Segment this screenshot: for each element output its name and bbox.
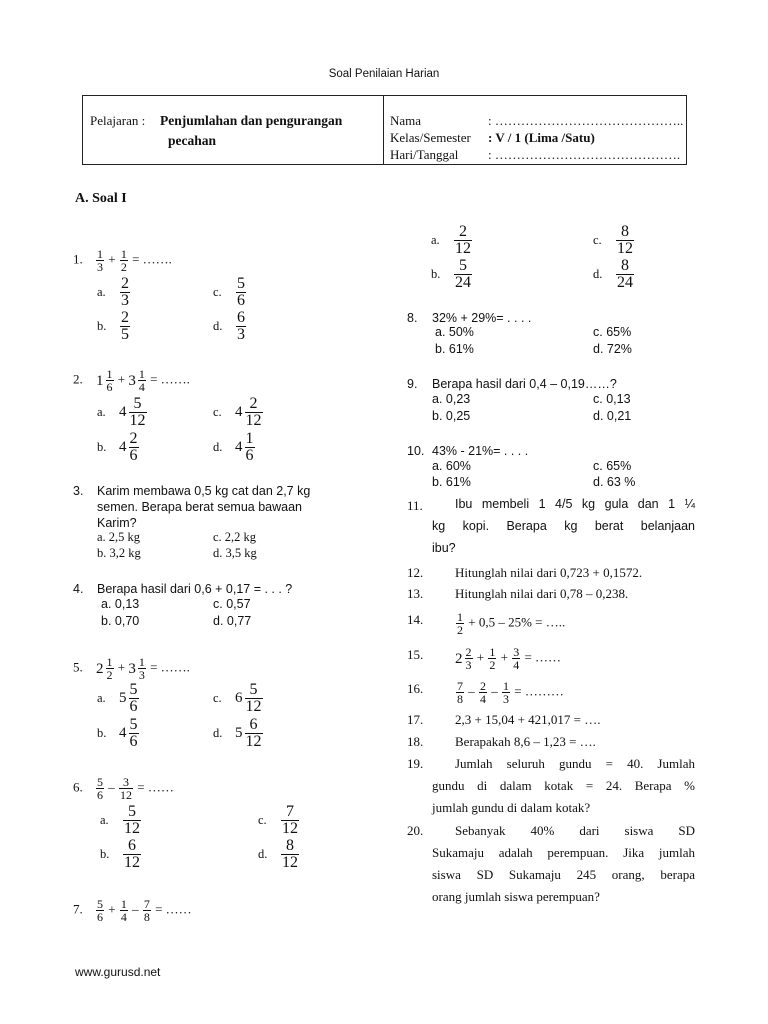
q3-option-b: b. 3,2 kg [97,546,141,560]
q1-num-b: 1 [120,247,127,261]
q17-number: 17. [407,712,424,727]
q10-option-d: d. 63 % [593,475,636,489]
q13-text: Hitunglah nilai dari 0,78 – 0,238. [455,586,629,601]
q19-number: 19. [407,756,424,771]
q5-option-a: a. 5 $\frac{5}{6}$ [97,681,138,715]
q6-option-a: a. $\frac{5}{12}$ [100,803,140,837]
date-label: Hari/Tanggal [390,147,459,162]
q9-option-b: b. 0,25 [432,409,471,423]
q7-option-a: a. $\frac{2}{12}$ [431,223,471,257]
page-title: Soal Penilaian Harian [328,68,440,80]
q15-number: 15. [407,647,424,662]
question-2: 2. 1 $\frac{1}{6}$ + 3 $\frac{1}{4}$ = ……. [73,367,190,394]
q11-number: 11. [407,498,423,513]
q8-text: 32% + 29%= . . . . [432,311,532,325]
q3-line3: Karim? [97,516,137,530]
subject-label: Pelajaran : [90,113,146,128]
q3-number: 3. [73,484,84,498]
section-heading: A. Soal I [75,191,127,206]
q9-option-c: c. 0,13 [593,392,631,406]
q6-option-c: c. $\frac{7}{12}$ [258,803,298,837]
q2-option-b: b. 4 $\frac{2}{6}$ [97,430,138,464]
q7-option-b: b. $\frac{5}{24}$ [431,257,471,291]
q4-number: 4. [73,582,84,596]
name-value: : …………………………………….. [488,113,684,128]
q3-option-d: d. 3,5 kg [213,546,257,560]
q3-option-c: c. 2,2 kg [213,530,257,544]
q8-number: 8. [407,311,418,325]
q3-option-a: a. 2,5 kg [97,530,141,544]
q8-option-d: d. 72% [593,342,632,356]
q1-option-b: b. $\frac{2}{5}$ [97,309,129,343]
q8-option-c: c. 65% [593,325,632,339]
q11-line3: ibu? [432,541,456,555]
q1-option-d: d. $\frac{6}{3}$ [213,309,245,343]
q4-text: Berapa hasil dari 0,6 + 0,17 = . . . ? [97,582,293,596]
q6-option-d: d. $\frac{8}{12}$ [258,837,298,871]
q13-number: 13. [407,586,424,601]
q1-option-c: c. $\frac{5}{6}$ [213,275,245,309]
q5-option-b: b. 4 $\frac{5}{6}$ [97,716,138,750]
q18-text: Berapakah 8,6 – 1,23 = …. [455,734,596,749]
q12-text: Hitunglah nilai dari 0,723 + 0,1572. [455,565,643,580]
class-value: : V / 1 (Lima /Satu) [488,130,595,145]
q1-number: 1. [73,251,83,267]
q5-option-c: c. 6 $\frac{5}{12}$ [213,681,262,715]
q20-line2: Sukamaju adalah perempuan. Jika jumlah [432,845,695,860]
q10-option-c: c. 65% [593,459,632,473]
q14-number: 14. [407,612,424,627]
q2-option-d: d. 4 $\frac{1}{6}$ [213,430,254,464]
date-value: : ……………………………………. [488,147,681,162]
q19-line1: Jumlah seluruh gundu = 40. Jumlah [455,756,695,771]
q9-option-a: a. 0,23 [432,392,471,406]
q19-line3: jumlah gundu di dalam kotak? [432,800,591,815]
info-table [82,95,687,165]
name-label: Nama [390,113,422,128]
q2-number: 2. [73,371,83,387]
q9-number: 9. [407,377,418,391]
subject-cell [83,96,384,164]
question-7: 7. $\frac{5}{6}$ + $\frac{1}{4}$ – $\frac{7}{8}$ = …… [73,897,192,924]
q16-number: 16. [407,681,424,696]
q1-tail: = ……. [132,251,172,267]
q20-line1: Sebanyak 40% dari siswa SD [455,823,695,838]
question-5: 5. 2 $\frac{1}{2}$ + 3 $\frac{1}{3}$ = ……. [73,655,190,682]
q20-line4: orang jumlah siswa perempuan? [432,889,600,904]
q6-option-b: b. $\frac{6}{12}$ [100,837,140,871]
q4-option-c: c. 0,57 [213,597,251,611]
q1-den-a: 3 [97,260,103,274]
question-6: 6. $\frac{5}{6}$ – $\frac{3}{12}$ = …… [73,775,174,802]
q9-option-d: d. 0,21 [593,409,632,423]
q10-number: 10. [407,444,425,458]
footer-url[interactable]: www.gurusd.net [75,965,161,979]
subject-line2: pecahan [168,133,217,148]
q2-option-a: a. 4 $\frac{5}{12}$ [97,395,146,429]
q16-expression: $\frac{7}{8}$ – $\frac{2}{4}$ – $\frac{1}{3}$ = ……… [457,679,564,706]
q11-line2: kg kopi. Berapa kg berat belanjaan [432,519,695,533]
q6-number: 6. [73,779,83,795]
class-label: Kelas/Semester [390,130,471,145]
q4-option-b: b. 0,70 [101,614,140,628]
q3-line1: Karim membawa 0,5 kg cat dan 2,7 kg [97,484,311,498]
question-1 [73,247,172,274]
q1-option-a: a. $\frac{2}{3}$ [97,275,129,309]
q19-line2: gundu di dalam kotak = 24. Berapa % [432,778,695,793]
q7-option-d: d. $\frac{8}{24}$ [593,257,633,291]
q7-option-c: c. $\frac{8}{12}$ [593,223,633,257]
q9-text: Berapa hasil dari 0,4 – 0,19……? [432,377,617,391]
q10-option-a: a. 60% [432,459,471,473]
q4-option-a: a. 0,13 [101,597,140,611]
q5-number: 5. [73,659,83,675]
q5-option-d: d. 5 $\frac{6}{12}$ [213,716,262,750]
q4-option-d: d. 0,77 [213,614,252,628]
q1-plus: + [108,251,116,267]
q3-line2: semen. Berapa berat semua bawaan [97,500,302,514]
q7-number: 7. [73,901,83,917]
q8-option-b: b. 61% [435,342,474,356]
q1-num-a: 1 [97,247,103,261]
q10-text: 43% - 21%= . . . . [432,444,529,458]
q18-number: 18. [407,734,424,749]
q17-text: 2,3 + 15,04 + 421,017 = …. [455,712,601,727]
q8-option-a: a. 50% [435,325,474,339]
q20-number: 20. [407,823,424,838]
q10-option-b: b. 61% [432,475,471,489]
q12-number: 12. [407,565,424,580]
q11-line1: Ibu membeli 1 4/5 kg gula dan 1 ¼ [455,497,695,511]
q15-expression: 2 $\frac{2}{3}$ + $\frac{1}{2}$ + $\frac{3}{4}$ = …… [455,645,562,672]
q14-expression: $\frac{1}{2}$ + 0,5 – 25% = ….. [457,610,566,637]
subject-line1: Penjumlahan dan pengurangan [160,113,343,128]
q1-den-b: 2 [120,260,127,274]
q20-line3: siswa SD Sukamaju 245 orang, berapa [432,867,695,882]
q2-option-c: c. 4 $\frac{2}{12}$ [213,395,262,429]
